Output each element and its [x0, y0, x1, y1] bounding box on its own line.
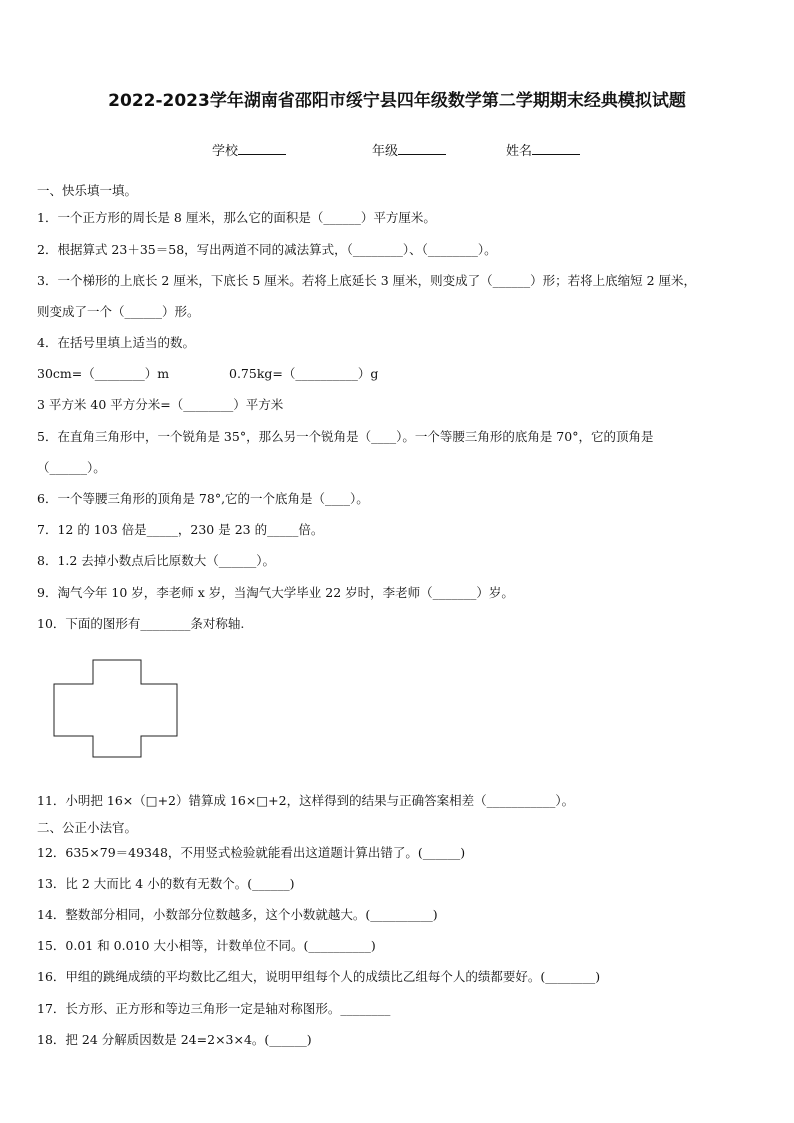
- question-17: 17．长方形、正方形和等边三角形一定是轴对称图形。________: [37, 1001, 391, 1016]
- school-field: [212, 140, 286, 159]
- question-4-part-c: 3 平方米 40 平方分米=（________）平方米: [37, 397, 284, 412]
- grade-field: [372, 140, 446, 159]
- cross-shape-outline: [54, 660, 177, 757]
- grade-label: 年级: [372, 144, 399, 159]
- section-2-heading: 二、公正小法官。: [37, 820, 138, 835]
- question-14: 14．整数部分相同，小数部分位数越多，这个小数就越大。(__________): [37, 907, 438, 922]
- question-13: 13．比 2 大而比 4 小的数有无数个。(______): [37, 876, 295, 891]
- section-1-heading: 一、快乐填一填。: [37, 183, 138, 198]
- question-9: 9．淘气今年 10 岁，李老师 x 岁，当淘气大学毕业 22 岁时，李老师（_______）岁。: [37, 585, 514, 600]
- question-7: 7．12 的 103 倍是_____，230 是 23 的_____倍。: [37, 522, 324, 537]
- question-1: 1．一个正方形的周长是 8 厘米，那么它的面积是（______）平方厘米。: [37, 210, 436, 225]
- school-blank: [238, 142, 286, 155]
- question-12: 12．635×79＝49348，不用竖式检验就能看出这道题计算出错了。(______): [37, 845, 466, 860]
- name-field: [506, 140, 580, 159]
- question-16: 16．甲组的跳绳成绩的平均数比乙组大，说明甲组每个人的成绩比乙组每个人的绩都要好。(________): [37, 969, 601, 984]
- grade-blank: [398, 142, 446, 155]
- question-4: 4．在括号里填上适当的数。: [37, 335, 195, 350]
- question-8: 8．1.2 去掉小数点后比原数大（______）。: [37, 553, 276, 568]
- question-6: 6．一个等腰三角形的顶角是 78°,它的一个底角是（____）。: [37, 491, 369, 506]
- question-15: 15．0.01 和 0.010 大小相等，计数单位不同。(__________): [37, 938, 376, 953]
- cross-figure: [50, 655, 182, 761]
- question-2: 2．根据算式 23＋35＝58，写出两道不同的减法算式，（________）、（________）。: [37, 242, 497, 257]
- page-title: 2022-2023学年湖南省邵阳市绥宁县四年级数学第二学期期末经典模拟试题: [108, 91, 686, 111]
- name-blank: [532, 142, 580, 155]
- question-5-line-1: 5．在直角三角形中，一个锐角是 35°，那么另一个锐角是（____）。一个等腰三角形的底角是 70°，它的顶角是: [37, 429, 654, 444]
- question-11: 11．小明把 16×（□+2）错算成 16×□+2，这样得到的结果与正确答案相差（___________）。: [37, 793, 575, 808]
- name-label: 姓名: [506, 144, 533, 159]
- question-4-part-b: 0.75kg=（__________）g: [229, 366, 379, 381]
- question-4-part-a: 30cm=（________）m: [37, 366, 170, 381]
- question-18: 18．把 24 分解质因数是 24=2×3×4。(______): [37, 1032, 312, 1047]
- question-3-line-2: 则变成了一个（______）形。: [37, 304, 200, 319]
- school-label: 学校: [212, 144, 239, 159]
- question-3-line-1: 3．一个梯形的上底长 2 厘米，下底长 5 厘米。若将上底延长 3 厘米，则变成了（______）形；若将上底缩短 2 厘米，: [37, 273, 697, 288]
- question-5-line-2: （______）。: [37, 460, 106, 475]
- question-10: 10．下面的图形有________条对称轴.: [37, 616, 245, 631]
